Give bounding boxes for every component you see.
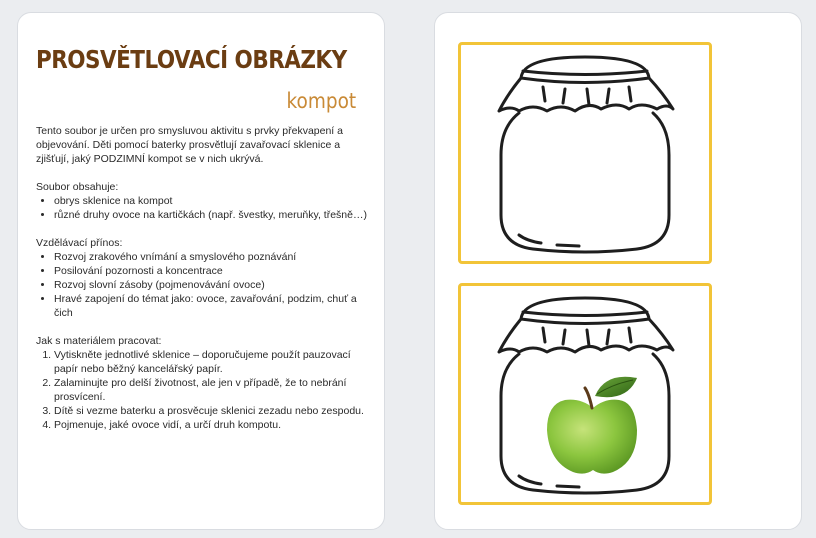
list-item: 4. Pojmenuje, jaké ovoce vidí, a určí druh kompotu.	[54, 418, 368, 432]
list-item: 3. Dítě si vezme baterku a prosvěcuje sklenici zezadu nebo zespodu.	[54, 404, 368, 418]
description	[36, 124, 368, 446]
list-item: • obrys sklenice na kompot	[54, 194, 368, 208]
empty-jar-card	[458, 42, 712, 264]
empty-jar-icon	[461, 45, 709, 261]
howto-heading: Jak s materiálem pracovat:	[36, 335, 162, 347]
contains-heading: Soubor obsahuje:	[36, 181, 119, 193]
contains-list	[36, 194, 368, 222]
benefit-heading: Vzdělávací přínos:	[36, 237, 123, 249]
page-subtitle: kompot	[286, 89, 356, 113]
intro-paragraph: Tento soubor je určen pro smysluvou aktivitu s prvky překvapení a objevování. Děti pomocí baterky prosvětlují zavařovací sklenice a zjišťují, jaký PODZIMNÍ kompot se v nich ukrývá.	[36, 125, 343, 165]
list-item: • Rozvoj slovní zásoby (pojmenovávání ovoce)	[54, 278, 368, 292]
list-item: 2. Zalaminujte pro delší životnost, ale jen v případě, že to nebrání prosvícení.	[54, 376, 368, 404]
list-item: • Rozvoj zrakového vnímání a smyslového poznávání	[54, 250, 368, 264]
howto-list	[36, 348, 368, 432]
list-item: • Hravé zapojení do témat jako: ovoce, zavařování, podzim, chuť a čich	[54, 292, 368, 320]
info-card	[17, 12, 385, 530]
list-item: 1. Vytiskněte jednotlivé sklenice – doporučujeme použít pauzovací papír nebo běžný kancelářský papír.	[54, 348, 368, 376]
list-item: • Posilování pozornosti a koncentrace	[54, 264, 368, 278]
list-item: • různé druhy ovoce na kartičkách (např. švestky, meruňky, třešně…)	[54, 208, 368, 222]
apple-jar-card	[458, 283, 712, 505]
jar-with-apple-icon	[461, 286, 709, 502]
page-title: PROSVĚTLOVACÍ OBRÁZKY	[36, 45, 347, 74]
apple-icon	[547, 377, 637, 474]
preview-card	[434, 12, 802, 530]
benefit-list	[36, 250, 368, 320]
